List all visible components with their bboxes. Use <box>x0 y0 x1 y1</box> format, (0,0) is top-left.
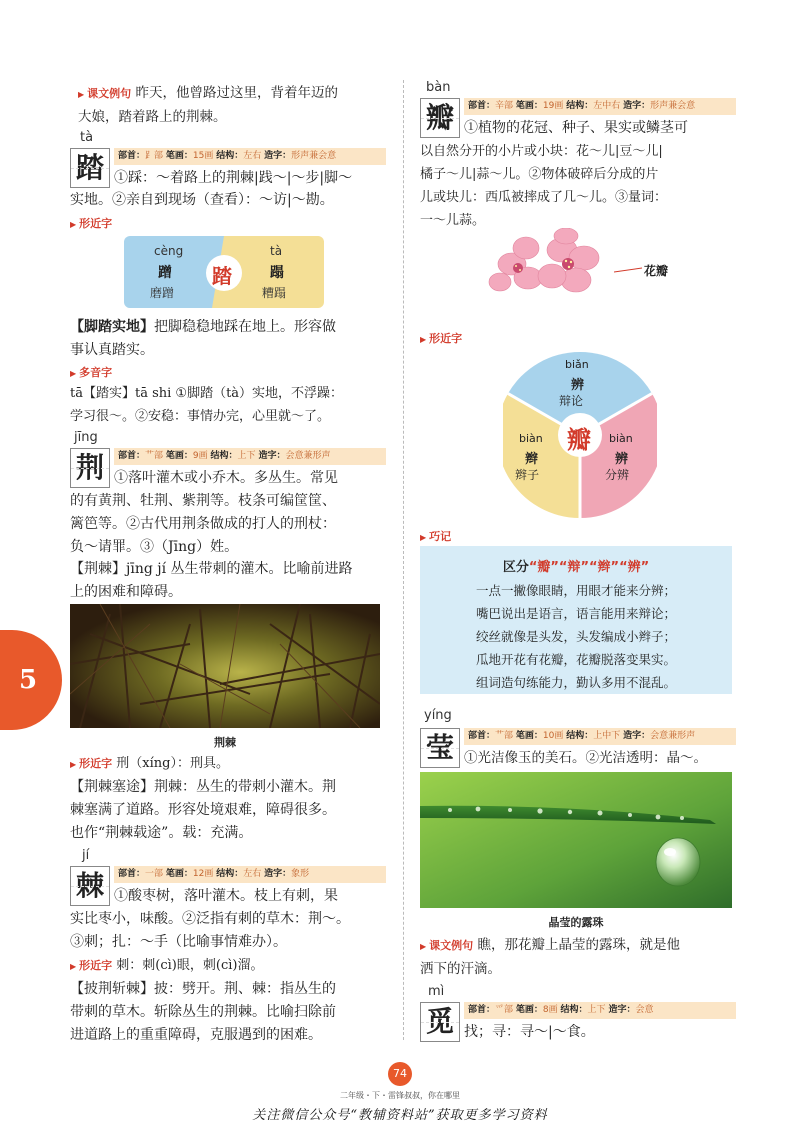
idiom-jingjisetu: 【荆棘塞途】荆棘：丛生的带刺小灌木。荆 棘塞满了道路。形容处境艰难，障碍很多。 也作“荆棘载途”。载：充满。 <box>70 779 336 841</box>
pinyin-jing: jīng <box>74 430 98 445</box>
pinyin-mi: mì <box>428 984 445 999</box>
pinyin-ta: tà <box>80 130 94 145</box>
petal-pointer-line <box>614 262 644 274</box>
idiom-pijingzhanji: 【披荆斩棘】披：劈开。荆、棘：指丛生的 带刺的草木。斩除丛生的荆棘。比喻扫除前 进道路上的重重障碍，克服遇到的困难。 <box>70 981 336 1043</box>
char-ban: 瓣 <box>420 98 460 138</box>
pinyin-ban: bàn <box>426 80 451 95</box>
wheel-right-char: 辨 <box>615 452 629 467</box>
caption-thorns: 荆棘 <box>214 736 236 749</box>
compare-center-char: 踏 <box>212 264 232 288</box>
word-jingji: 【荆棘】jīng jí 丛生带刺的灌木。比喻前进路 上的困难和障碍。 <box>70 561 353 600</box>
def-ta-1: ①踩：～着路上的荆棘|践～|～步|脚～ <box>114 170 353 186</box>
meta-ta: 部首：⻊部 笔画：15画 结构：左右 造字：形声兼会意 <box>114 148 386 165</box>
caption-dewdrop: 晶莹的露珠 <box>548 916 604 929</box>
meta-ying: 部首：艹部 笔画：10画 结构：上中下 造字：会意兼形声 <box>464 728 736 745</box>
wheel-center-char: 瓣 <box>567 425 591 454</box>
page-number: 74 <box>388 1062 412 1086</box>
polyphone-text: tā【踏实】tā shi ①脚踏（tà）实地，不浮躁： 学习很～。②安稳：事情办完，心里就～了。 <box>70 386 344 424</box>
char-ying: 莹 <box>420 728 460 768</box>
photo-thorns <box>70 604 380 728</box>
text-example-right: ▶ 课文例句 瞧，那花瓣上晶莹的露珠，就是他 洒下的汗滴。 <box>420 934 738 981</box>
meta-mi: 部首：爫部 笔画：8画 结构：上下 造字：会意 <box>464 1002 736 1019</box>
similar-tag: ▶ 形近字 <box>70 215 112 231</box>
text-example: ▶ 课文例句 昨天，他曾路过这里，背着年迈的 大娘，踏着路上的荆棘。 <box>78 82 388 129</box>
compare-right-char: 蹋 <box>270 265 284 281</box>
chapter-badge: 5 <box>0 630 62 730</box>
flower-illustration <box>486 228 616 298</box>
compare-ta: 踏 cèng 蹭 磨蹭 tà 蹋 糟蹋 <box>124 236 324 308</box>
wheel-left-char: 辫 <box>525 452 539 467</box>
char-ji: 棘 <box>70 866 110 906</box>
column-divider <box>403 80 404 1040</box>
def-ta-2: 实地。②亲自到现场（查看）：～访|～勘。 <box>70 192 334 208</box>
similar-tag-right: ▶ 形近字 <box>420 330 462 346</box>
pinyin-ying: yíng <box>424 708 452 723</box>
pinyin-ji: jí <box>82 848 90 863</box>
char-jing: 荆 <box>70 448 110 488</box>
example-tag: ▶ 课文例句 <box>78 87 131 100</box>
similar-wheel: 瓣 biǎn 辨 辩论 biàn 辫 辫子 biàn 辨 分辨 <box>503 352 657 518</box>
wheel-top-char: 辨 <box>571 378 585 393</box>
footer-book-title: 二年级・下・雷锋叔叔，你在哪里 <box>340 1091 460 1100</box>
photo-dewdrop <box>420 772 732 908</box>
meta-jing: 部首：艹部 笔画：9画 结构：上下 造字：会意兼形声 <box>114 448 386 465</box>
compare-left-char: 蹭 <box>158 265 172 281</box>
meta-ban: 部首：辛部 笔画：19画 结构：左中右 造字：形声兼会意 <box>464 98 736 115</box>
memory-box: 区分“瓣”“辩”“辫”“辨” 一点一撇像眼睛，用眼才能来分辨； 嘴巴说出是语言，语言能用来辩论； 绞丝就像是头发，头发编成小辫子； 瓜地开花有花瓣，花瓣脱落变果实。 组词造句练能力，勤认多用不混乱。 <box>420 546 732 694</box>
memory-tag: ▶ 巧记 <box>420 528 451 544</box>
char-mi: 觅 <box>420 1002 460 1042</box>
polyphone-tag: ▶ 多音字 <box>70 364 112 380</box>
petal-label: 花瓣 <box>644 264 669 278</box>
meta-ji: 部首：一部 笔画：12画 结构：左右 造字：象形 <box>114 866 386 883</box>
char-ta: 踏 <box>70 148 110 188</box>
footer-notice: 关注微信公众号“教辅资料站”获取更多学习资料 <box>252 1108 548 1123</box>
idiom-jiaota: 【脚踏实地】把脚稳稳地踩在地上。形容做 事认真踏实。 <box>70 319 336 358</box>
